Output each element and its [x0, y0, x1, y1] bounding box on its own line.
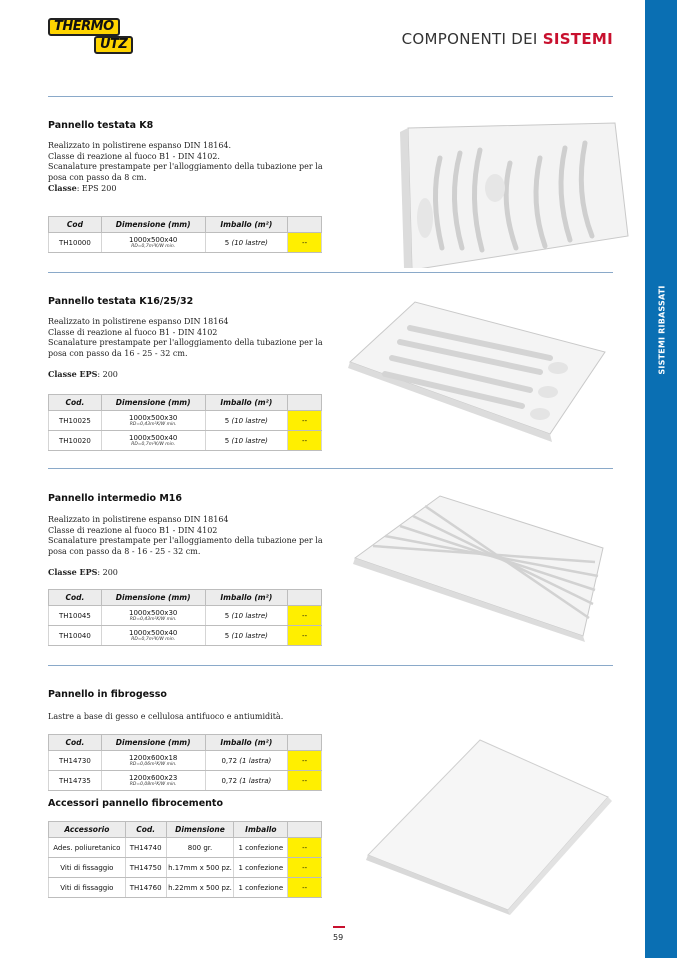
col-header: Imballo (m²): [205, 590, 288, 606]
col-header: Imballo (m²): [205, 735, 288, 751]
cell-imballo: [205, 233, 288, 253]
table-row: [49, 626, 322, 646]
dim-sub: RD=0,08m²K/W min.: [129, 781, 177, 787]
table-row: [49, 838, 322, 858]
cell-dim: h.22mm x 500 pz.: [166, 878, 234, 898]
section-title: Pannello testata K8: [48, 120, 154, 131]
classe-line: [48, 567, 333, 579]
cell-imballo: [205, 626, 288, 646]
desc-line: Realizzato in polistirene espanso DIN 18164: [48, 317, 229, 326]
desc-line: Lastre a base di gesso e cellulosa antifuoco e antiumidità.: [48, 712, 284, 721]
col-header: Imballo (m²): [205, 217, 288, 233]
dim-main: 1200x600x23: [128, 773, 178, 782]
imb-num: 5: [224, 631, 230, 640]
imb-txt: (10 lastre): [231, 611, 268, 620]
classe-value: : 200: [97, 370, 118, 379]
imb-num: 5: [224, 416, 230, 425]
dim-main: 1000x500x40: [128, 628, 178, 637]
classe-line: [48, 369, 333, 381]
cell-price: --: [288, 431, 322, 451]
cell-imballo: [205, 751, 288, 771]
section-title: Pannello in fibrogesso: [48, 689, 167, 700]
cell-imballo: [205, 606, 288, 626]
imb-num: 0,72: [221, 756, 238, 765]
cell-price: --: [288, 878, 322, 898]
table-row: [49, 411, 322, 431]
panel-m16-image: [345, 488, 615, 643]
classe-label: Classe: [48, 183, 77, 193]
cell-price: --: [288, 771, 322, 791]
imb-txt: (10 lastre): [231, 631, 268, 640]
col-header: Dimensione (mm): [101, 590, 205, 606]
dim-main: 1000x500x30: [128, 413, 178, 422]
table-row: [49, 233, 322, 253]
cell-dim: [101, 233, 205, 253]
col-header: Dimensione: [166, 822, 234, 838]
cell-cod: TH10000: [49, 233, 102, 253]
table-row: [49, 771, 322, 791]
imb-txt: (10 lastre): [231, 238, 268, 247]
cell-price: --: [288, 751, 322, 771]
page-number-marker: [333, 926, 345, 928]
desc-line: Realizzato in polistirene espanso DIN 18164: [48, 515, 229, 524]
imb-txt: (1 lastra): [239, 776, 272, 785]
col-header: [288, 590, 322, 606]
cell-accessorio: Viti di fissaggio: [49, 878, 126, 898]
cell-cod: TH10025: [49, 411, 102, 431]
dim-sub: RD=0,7m²K/W min.: [131, 441, 176, 447]
accessori-title: Accessori pannello fibrocemento: [48, 798, 223, 809]
col-header: Cod.: [125, 822, 166, 838]
col-header: Accessorio: [49, 822, 126, 838]
col-header: Cod.: [49, 590, 102, 606]
col-header: Imballo (m²): [205, 395, 288, 411]
desc-line: Classe di reazione al fuoco B1 - DIN 4102.: [48, 151, 220, 161]
col-header: Dimensione (mm): [101, 217, 205, 233]
imb-num: 5: [224, 436, 230, 445]
imb-num: 0,72: [221, 776, 238, 785]
dim-main: 1200x600x18: [128, 753, 178, 762]
dim-main: 1000x500x40: [128, 433, 178, 442]
page-title: [402, 30, 613, 48]
page-number: 59: [333, 933, 344, 942]
page-title-prefix: COMPONENTI DEI: [401, 30, 543, 48]
imb-num: 5: [224, 238, 230, 247]
classe-line: [48, 183, 333, 195]
dim-sub: RD=0,7m²K/W min.: [131, 636, 176, 642]
cell-cod: TH14740: [125, 838, 166, 858]
divider: [48, 468, 613, 469]
imb-txt: (10 lastre): [231, 436, 268, 445]
cell-dim: h.17mm x 500 pz.: [166, 858, 234, 878]
cell-imballo: 1 confezione: [234, 878, 288, 898]
product-table: [48, 394, 322, 451]
page-title-accent: SISTEMI: [542, 30, 613, 48]
desc-line: Classe di reazione al fuoco B1 - DIN 4102: [48, 327, 218, 337]
cell-cod: TH10045: [49, 606, 102, 626]
col-header: Dimensione (mm): [101, 735, 205, 751]
cell-price: --: [288, 626, 322, 646]
divider: [48, 272, 613, 273]
cell-imballo: [205, 431, 288, 451]
section-title: Pannello testata K16/25/32: [48, 296, 194, 307]
table-row: [49, 431, 322, 451]
col-header: Dimensione (mm): [101, 395, 205, 411]
table-row: [49, 606, 322, 626]
section-description: [48, 317, 333, 381]
section-description: [48, 712, 333, 723]
cell-cod: TH10020: [49, 431, 102, 451]
desc-line: Scanalature prestampate per l'alloggiamento della tubazione per la posa con passo da 8 - 16 - 25 - 32 cm.: [48, 536, 323, 556]
cell-cod: TH14750: [125, 858, 166, 878]
desc-line: Realizzato in polistirene espanso DIN 18164.: [48, 141, 232, 150]
cell-accessorio: Viti di fissaggio: [49, 858, 126, 878]
cell-price: --: [288, 838, 322, 858]
dim-sub: RD=0,06m²K/W min.: [129, 761, 177, 767]
col-header: [288, 217, 322, 233]
cell-price: --: [288, 233, 322, 253]
cell-imballo: [205, 411, 288, 431]
table-row: [49, 751, 322, 771]
classe-value: : 200: [97, 568, 118, 577]
dim-sub: RD=0,7m²K/W min.: [131, 243, 176, 249]
col-header: Cod: [49, 217, 102, 233]
logo-bottom-text: UTZ: [94, 36, 133, 54]
cell-price: --: [288, 411, 322, 431]
accessori-table: [48, 821, 322, 898]
classe-label: Classe EPS: [48, 369, 98, 379]
cell-imballo: 1 confezione: [234, 858, 288, 878]
section-title: Pannello intermedio M16: [48, 493, 183, 504]
panel-fibrogesso-image: [360, 735, 615, 915]
cell-price: --: [288, 858, 322, 878]
dim-sub: RD=0,43m²K/W min.: [129, 421, 177, 427]
cell-cod: TH10040: [49, 626, 102, 646]
col-header: [288, 735, 322, 751]
logo-top-text: THERMO: [48, 18, 120, 36]
cell-dim: [101, 771, 205, 791]
col-header: Imballo: [234, 822, 288, 838]
imb-txt: (10 lastre): [231, 416, 268, 425]
col-header: Cod.: [49, 395, 102, 411]
classe-label: Classe EPS: [48, 567, 98, 577]
cell-price: --: [288, 606, 322, 626]
desc-line: Scanalature prestampate per l'alloggiamento della tubazione per la posa con passo da 8 cm.: [48, 162, 323, 182]
dim-sub: RD=0,43m²K/W min.: [129, 616, 177, 622]
desc-line: Scanalature prestampate per l'alloggiamento della tubazione per la posa con passo da 16 - 25 - 32 cm.: [48, 338, 323, 358]
dim-main: 1000x500x40: [128, 235, 178, 244]
desc-line: Classe di reazione al fuoco B1 - DIN 4102: [48, 525, 218, 535]
cell-cod: TH14730: [49, 751, 102, 771]
imb-txt: (1 lastra): [239, 756, 272, 765]
cell-dim: [101, 606, 205, 626]
cell-dim: [101, 751, 205, 771]
classe-value: : EPS 200: [76, 184, 117, 193]
section-description: [48, 515, 333, 579]
imb-num: 5: [224, 611, 230, 620]
divider: [48, 665, 613, 666]
panel-k16-image: [330, 292, 630, 442]
sidebar-label: SISTEMI RIBASSATI: [657, 285, 667, 375]
cell-accessorio: Ades. poliuretanico: [49, 838, 126, 858]
product-table: [48, 216, 322, 253]
cell-imballo: [205, 771, 288, 791]
product-table: [48, 589, 322, 646]
cell-dim: [101, 411, 205, 431]
cell-dim: [101, 626, 205, 646]
cell-dim: [101, 431, 205, 451]
col-header: [288, 395, 322, 411]
col-header: Cod.: [49, 735, 102, 751]
table-row: [49, 858, 322, 878]
table-row: [49, 878, 322, 898]
brand-logo: [48, 18, 146, 56]
cell-cod: TH14735: [49, 771, 102, 791]
cell-dim: 800 gr.: [166, 838, 234, 858]
panel-k8-image: [330, 108, 630, 268]
sidebar-band: [645, 0, 677, 958]
dim-main: 1000x500x30: [128, 608, 178, 617]
section-description: [48, 141, 333, 195]
product-table: [48, 734, 322, 791]
cell-cod: TH14760: [125, 878, 166, 898]
cell-imballo: 1 confezione: [234, 838, 288, 858]
col-header: [288, 822, 322, 838]
divider: [48, 96, 613, 97]
